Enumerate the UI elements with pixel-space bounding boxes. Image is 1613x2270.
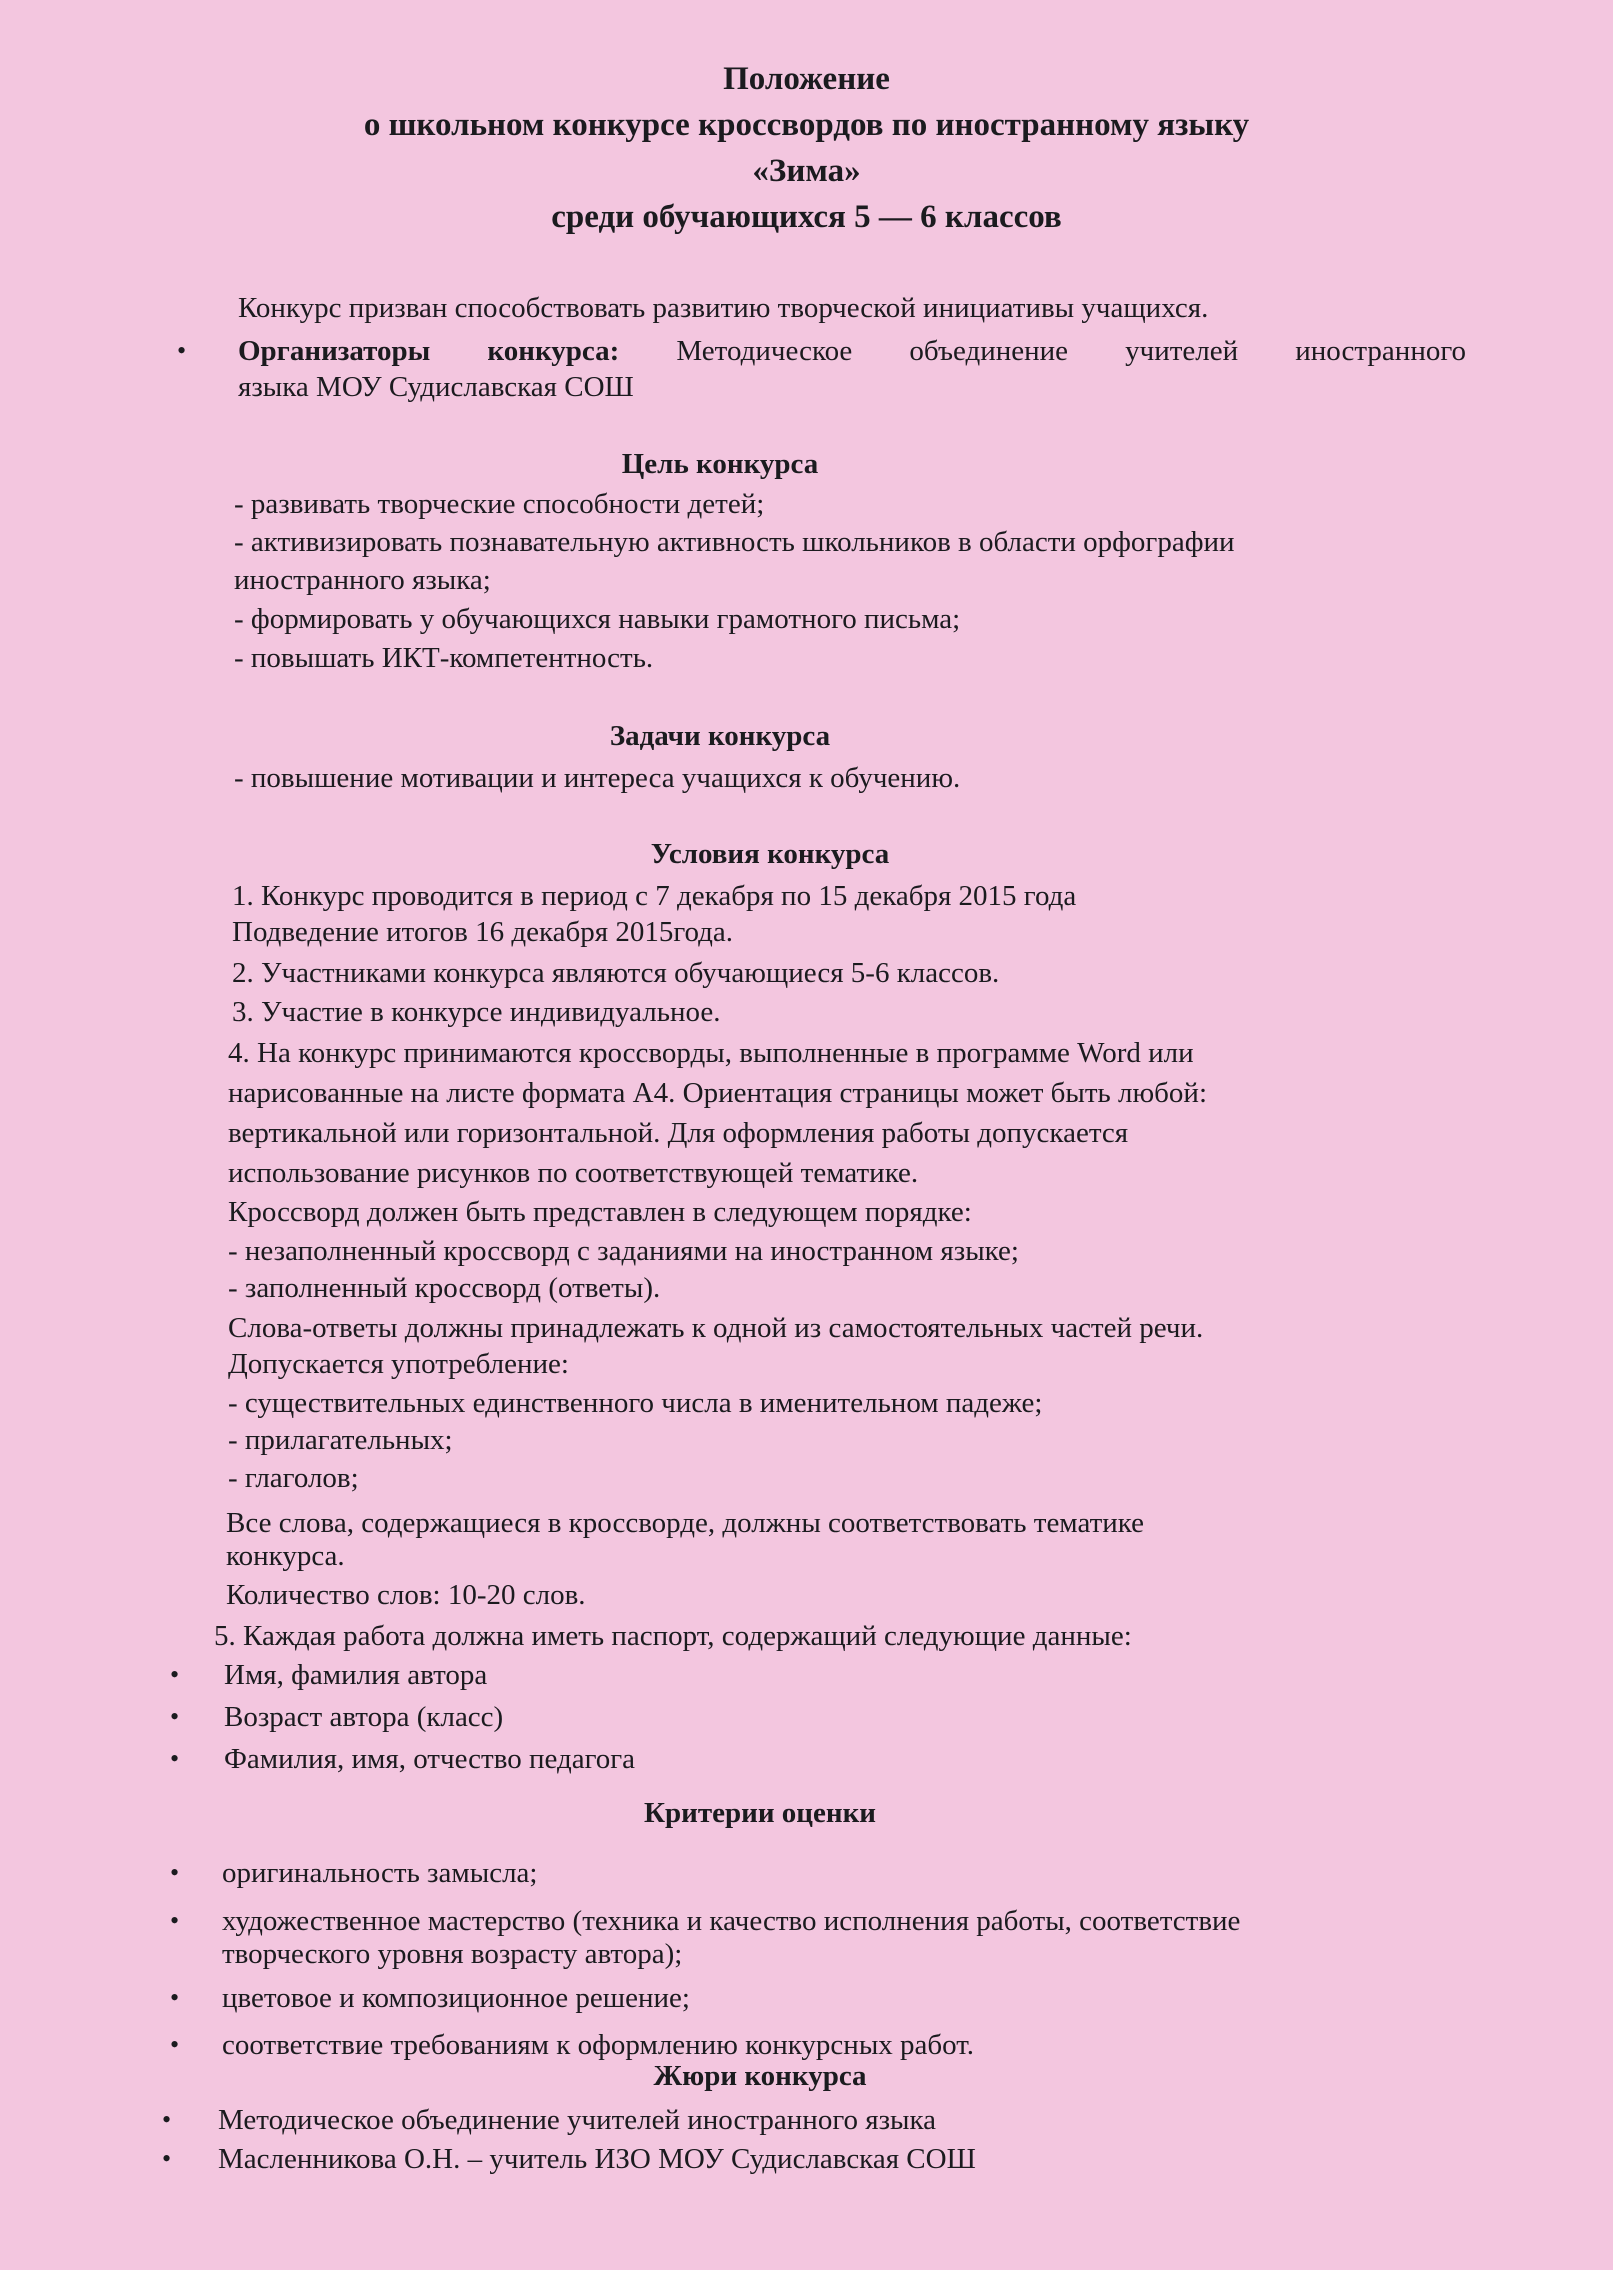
criteria-item: цветовое и композиционное решение; (222, 1982, 690, 2014)
conditions-line: вертикальной или горизонтальной. Для оформления работы допускается (228, 1117, 1129, 1149)
conditions-line: Кроссворд должен быть представлен в следующем порядке: (228, 1196, 972, 1228)
jury-item: Масленникова О.Н. – учитель ИЗО МОУ Судиславская СОШ (218, 2143, 976, 2175)
conditions-line: нарисованные на листе формата А4. Ориентация страницы может быть любой: (228, 1077, 1208, 1109)
conditions-line: - заполненный кроссворд (ответы). (228, 1272, 661, 1304)
doc-title-line1: Положение (723, 61, 890, 97)
goal-line: - формировать у обучающихся навыки грамотного письма; (234, 603, 961, 635)
conditions-line: Подведение итогов 16 декабря 2015года. (232, 916, 734, 948)
bullet-icon: • (170, 1702, 180, 1731)
jury-item: Методическое объединение учителей иностранного языка (218, 2104, 937, 2136)
goal-line: - активизировать познавательную активность школьников в области орфографии (234, 526, 1235, 558)
conditions-line: Слова-ответы должны принадлежать к одной из самостоятельных частей речи. (228, 1312, 1204, 1344)
jury-heading: Жюри конкурса (653, 2060, 867, 2092)
conditions-line: Допускается употребление: (228, 1348, 569, 1380)
doc-title-line3: «Зима» (752, 153, 861, 189)
organizers-line1 (238, 333, 1466, 369)
organizers-label: Организаторы конкурса: (238, 335, 620, 367)
bullet-icon: • (170, 1906, 180, 1935)
bullet-icon: • (170, 1983, 180, 2012)
bullet-icon: • (170, 1858, 180, 1887)
goal-line: - повышать ИКТ-компетентность. (234, 642, 654, 674)
passport-item: Фамилия, имя, отчество педагога (224, 1743, 636, 1775)
passport-item: Имя, фамилия автора (224, 1659, 488, 1691)
bullet-icon: • (170, 2030, 180, 2059)
conditions-line: 4. На конкурс принимаются кроссворды, выполненные в программе Word или (228, 1037, 1194, 1069)
bullet-icon: • (170, 1744, 180, 1773)
tasks-line: - повышение мотивации и интереса учащихся к обучению. (234, 762, 961, 794)
criteria-item-cont: творческого уровня возрасту автора); (222, 1938, 683, 1970)
conditions-line: 1. Конкурс проводится в период с 7 декабря по 15 декабря 2015 года (232, 880, 1077, 912)
intro-text: Конкурс призван способствовать развитию творческой инициативы учащихся. (238, 292, 1209, 324)
conditions-line: 2. Участниками конкурса являются обучающиеся 5-6 классов. (232, 957, 1000, 989)
organizers-text: Методическое объединение учителей иностранного (676, 335, 1467, 367)
criteria-item: художественное мастерство (техника и качество исполнения работы, соответствие (222, 1905, 1241, 1937)
goal-line: иностранного языка; (234, 564, 491, 596)
conditions-heading: Условия конкурса (650, 838, 890, 870)
conditions-line: 3. Участие в конкурсе индивидуальное. (232, 996, 721, 1028)
criteria-item: оригинальность замысла; (222, 1857, 538, 1889)
bullet-icon: • (177, 336, 187, 365)
conditions-line: Количество слов: 10-20 слов. (226, 1579, 586, 1611)
conditions-line: использование рисунков по соответствующей тематике. (228, 1157, 919, 1189)
conditions-line: - незаполненный кроссворд с заданиями на иностранном языке; (228, 1235, 1019, 1267)
tasks-heading: Задачи конкурса (609, 720, 831, 752)
bullet-icon: • (162, 2144, 172, 2173)
conditions-line: - прилагательных; (228, 1424, 453, 1456)
doc-title-line2: о школьном конкурсе кроссвордов по иностранному языку (363, 107, 1250, 143)
bullet-icon: • (162, 2105, 172, 2134)
conditions-line: - существительных единственного числа в именительном падеже; (228, 1387, 1043, 1419)
conditions-line: - глаголов; (228, 1462, 359, 1494)
conditions-line: конкурса. (226, 1540, 345, 1572)
goal-line: - развивать творческие способности детей; (234, 488, 765, 520)
conditions-line: 5. Каждая работа должна иметь паспорт, содержащий следующие данные: (214, 1620, 1132, 1652)
criteria-item: соответствие требованиям к оформлению конкурсных работ. (222, 2029, 975, 2061)
doc-title-line4: среди обучающихся 5 — 6 классов (551, 199, 1062, 235)
passport-item: Возраст автора (класс) (224, 1701, 504, 1733)
organizers-line2: языка МОУ Судиславская СОШ (238, 371, 634, 403)
conditions-line: Все слова, содержащиеся в кроссворде, должны соответствовать тематике (226, 1507, 1145, 1539)
bullet-icon: • (170, 1660, 180, 1689)
criteria-heading: Критерии оценки (644, 1797, 876, 1829)
goal-heading: Цель конкурса (621, 448, 819, 480)
